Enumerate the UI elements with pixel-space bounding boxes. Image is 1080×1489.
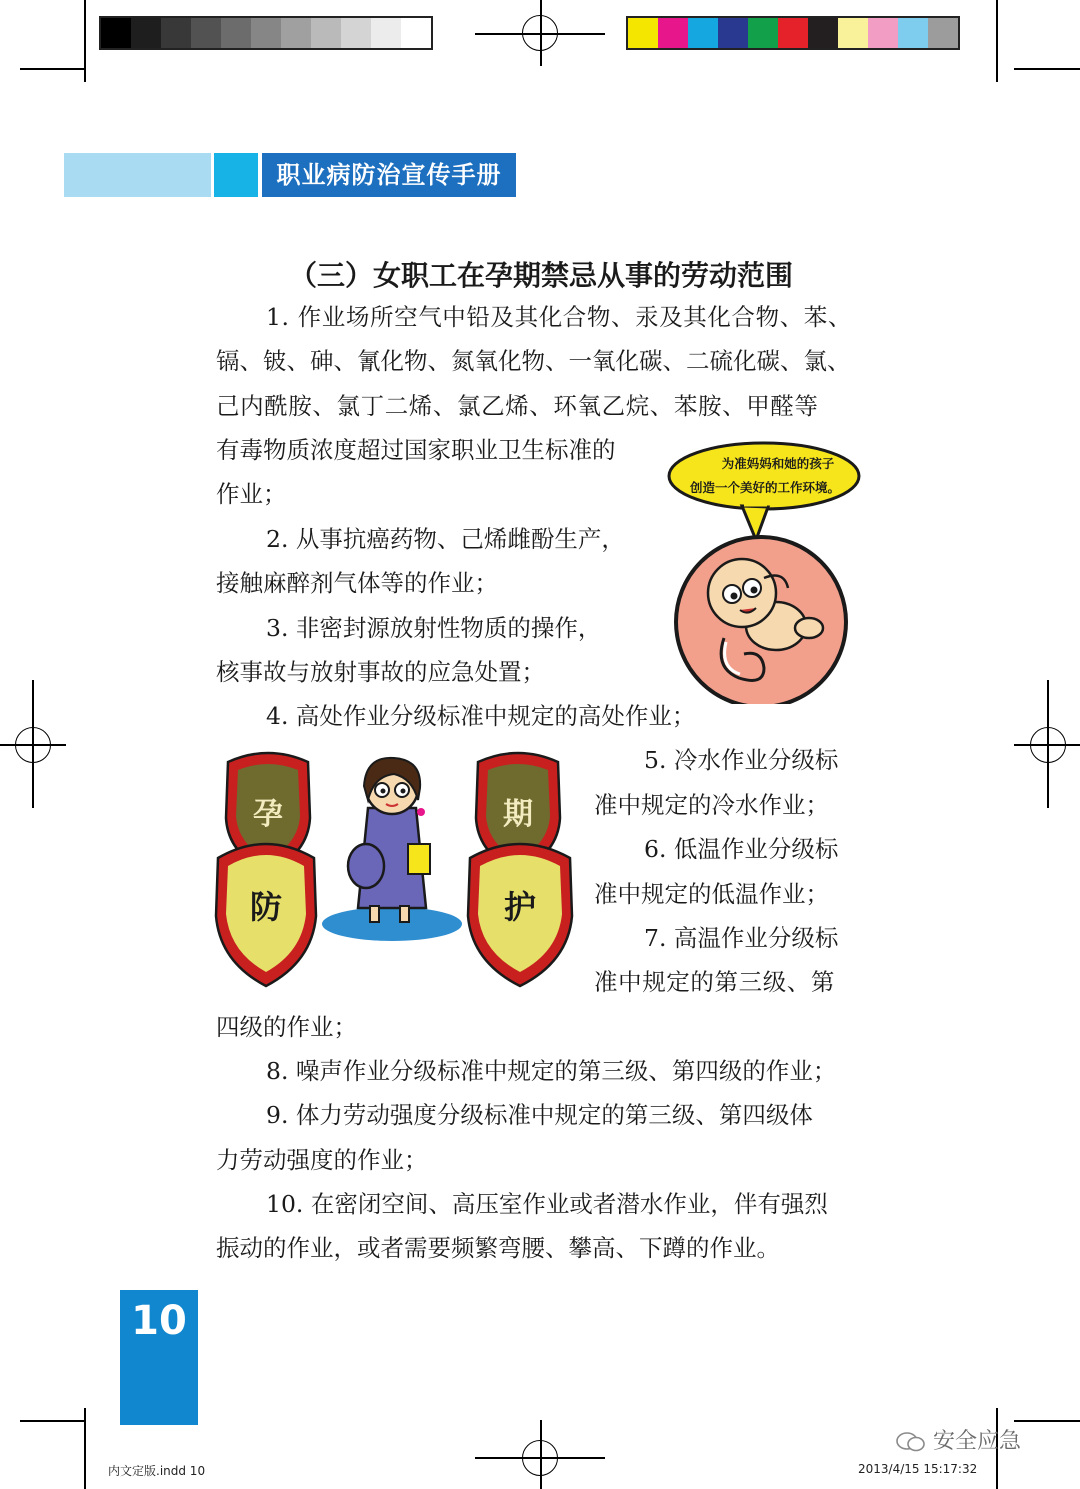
color-swatch <box>101 18 131 48</box>
body-line: 有毒物质浓度超过国家职业卫生标准的 <box>216 436 616 464</box>
floor-shadow <box>322 907 462 941</box>
shield-char-bottom-left: 防 <box>249 888 283 926</box>
shield-char-bottom-right: 护 <box>503 888 537 926</box>
color-swatch <box>281 18 311 48</box>
color-swatch <box>221 18 251 48</box>
body-line: 7. 高温作业分级标 <box>644 924 839 952</box>
baby-head <box>708 559 776 627</box>
crop-mark <box>1014 68 1080 70</box>
shield-char-top-left: 孕 <box>253 797 283 832</box>
registration-mark <box>522 15 558 51</box>
color-swatch <box>778 18 808 48</box>
color-swatch <box>628 18 658 48</box>
page-number: 10 <box>131 1298 187 1344</box>
crop-mark <box>20 68 84 70</box>
registration-mark <box>1030 727 1066 763</box>
footer-file-info: 内文定版.indd 10 <box>108 1464 206 1478</box>
body-line: 8. 噪声作业分级标准中规定的第三级、第四级的作业； <box>266 1057 837 1085</box>
color-swatch <box>688 18 718 48</box>
speech-bubble <box>669 443 859 509</box>
footer-timestamp: 2013/4/15 15:17:32 <box>858 1462 978 1476</box>
header-band-mid <box>214 153 258 197</box>
shield-char-top-right: 期 <box>503 797 533 832</box>
body-line: 10. 在密闭空间、高压室作业或者潜水作业，伴有强烈 <box>266 1190 828 1218</box>
color-swatch <box>311 18 341 48</box>
crop-mark <box>996 0 998 82</box>
watermark <box>896 1424 1021 1455</box>
body-line: 准中规定的第三级、第 <box>594 968 835 996</box>
body-line: 4. 高处作业分级标准中规定的高处作业； <box>266 702 696 730</box>
grayscale-color-bar <box>99 16 433 50</box>
crop-mark <box>20 1420 84 1422</box>
body-line: 2. 从事抗癌药物、己烯雌酚生产， <box>266 525 625 553</box>
baby-illustration <box>664 438 870 704</box>
speech-bubble-line1: 为准妈妈和她的孩子 <box>721 456 835 471</box>
body-line: 准中规定的冷水作业； <box>594 791 829 819</box>
color-swatch <box>718 18 748 48</box>
color-swatch <box>341 18 371 48</box>
header-band-light <box>64 153 211 197</box>
crop-mark <box>84 1408 86 1489</box>
color-swatch <box>131 18 161 48</box>
color-swatch <box>658 18 688 48</box>
crop-mark <box>1014 1420 1080 1422</box>
body-line: 振动的作业，或者需要频繁弯腰、攀高、下蹲的作业。 <box>216 1234 780 1262</box>
crop-mark <box>84 0 86 82</box>
body-line: 1. 作业场所空气中铅及其化合物、汞及其化合物、苯、 <box>266 303 852 331</box>
body-line: 准中规定的低温作业； <box>594 880 829 908</box>
color-swatch <box>868 18 898 48</box>
body-line: 四级的作业； <box>216 1013 357 1041</box>
body-line: 核事故与放射事故的应急处置； <box>216 658 545 686</box>
registration-mark <box>522 1440 558 1476</box>
body-line: 9. 体力劳动强度分级标准中规定的第三级、第四级体 <box>266 1101 813 1129</box>
body-line: 5. 冷水作业分级标 <box>644 746 839 774</box>
body-line: 力劳动强度的作业； <box>216 1146 428 1174</box>
registration-mark <box>15 727 51 763</box>
color-swatch <box>748 18 778 48</box>
body-line: 作业； <box>216 480 287 508</box>
color-swatch <box>161 18 191 48</box>
color-swatch <box>928 18 958 48</box>
body-line: 己内酰胺、氯丁二烯、氯乙烯、环氧乙烷、苯胺、甲醛等 <box>216 392 819 420</box>
watermark-text: 安全应急 <box>933 1429 1022 1454</box>
color-swatch <box>838 18 868 48</box>
color-swatch <box>191 18 221 48</box>
section-title: （三）女职工在孕期禁忌从事的劳动范围 <box>288 259 793 292</box>
process-color-bar <box>626 16 960 50</box>
color-swatch <box>808 18 838 48</box>
body-line: 镉、铍、砷、氰化物、氮氧化物、一氧化碳、二硫化碳、氯、 <box>216 347 851 375</box>
pregnancy-protection-illustration <box>212 748 580 994</box>
color-swatch <box>251 18 281 48</box>
color-swatch <box>371 18 401 48</box>
body-line: 接触麻醉剂气体等的作业； <box>216 569 498 597</box>
body-line: 3. 非密封源放射性物质的操作， <box>266 614 602 642</box>
color-swatch <box>898 18 928 48</box>
header-title: 职业病防治宣传手册 <box>262 153 516 197</box>
wechat-icon <box>896 1431 926 1453</box>
body-line: 6. 低温作业分级标 <box>644 835 839 863</box>
page-number-box <box>120 1290 198 1425</box>
speech-bubble-line2: 创造一个美好的工作环境。 <box>689 480 841 495</box>
color-swatch <box>401 18 431 48</box>
